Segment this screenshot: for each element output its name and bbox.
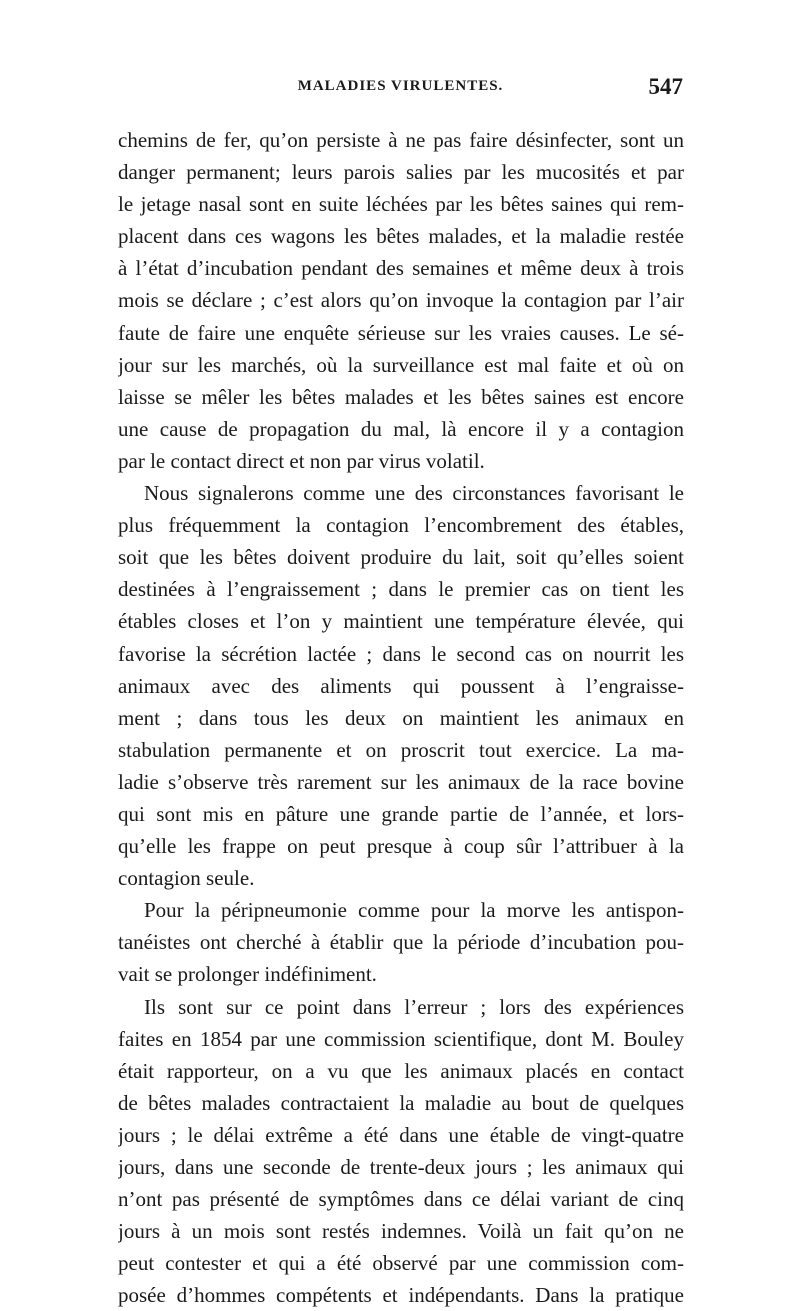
text-line: ladie s’observe très rarement sur les animaux de la race bovine <box>118 769 684 794</box>
text-line: ment ; dans tous les deux on maintient les animaux en <box>118 705 684 730</box>
text-line: Pour la péripneumonie comme pour la morve les antispon- <box>144 898 684 923</box>
text-line: jours à un mois sont restés indemnes. Voilà un fait qu’on ne <box>118 1219 684 1244</box>
text-line: Ils sont sur ce point dans l’erreur ; lors des expériences <box>144 994 684 1019</box>
text-line: laisse se mêler les bêtes malades et les bêtes saines est encore <box>118 384 684 409</box>
text-line: favorise la sécrétion lactée ; dans le second cas on nourrit les <box>118 641 684 666</box>
text-line: vait se prolonger indéfiniment. <box>118 962 377 987</box>
text-line: placent dans ces wagons les bêtes malades, et la maladie restée <box>118 224 684 249</box>
running-title: MALADIES VIRULENTES. <box>297 78 504 94</box>
text-line: soit que les bêtes doivent produire du lait, soit qu’elles soient <box>118 545 684 570</box>
text-line: peut contester et qui a été observé par une commission com- <box>118 1251 684 1276</box>
text-line: contagion seule. <box>118 866 255 891</box>
text-line: par le contact direct et non par virus volatil. <box>118 448 485 473</box>
page-header <box>118 74 683 114</box>
text-line: étables closes et l’on y maintient une température élevée, qui <box>118 609 684 634</box>
text-line: de bêtes malades contractaient la maladie au bout de quelques <box>118 1090 684 1115</box>
body-text <box>118 124 684 1311</box>
text-line: destinées à l’engraissement ; dans le premier cas on tient les <box>118 577 684 602</box>
text-line: faute de faire une enquête sérieuse sur les vraies causes. Le sé- <box>118 320 684 345</box>
text-line: n’ont pas présenté de symptômes dans ce délai variant de cinq <box>118 1187 684 1212</box>
text-line: danger permanent; leurs parois salies par les mucosités et par <box>118 160 684 185</box>
text-line: le jetage nasal sont en suite léchées par les bêtes saines qui rem- <box>118 192 684 217</box>
page-number: 547 <box>648 74 683 99</box>
text-line: animaux avec des aliments qui poussent à l’engraisse- <box>118 673 684 698</box>
text-line: jour sur les marchés, où la surveillance est mal faite et où on <box>118 352 684 377</box>
text-line: jours ; le délai extrême a été dans une étable de vingt-quatre <box>118 1122 684 1147</box>
text-line: qui sont mis en pâture une grande partie de l’année, et lors- <box>118 801 684 826</box>
text-line: une cause de propagation du mal, là encore il y a contagion <box>118 416 684 441</box>
text-line: qu’elle les frappe on peut presque à coup sûr l’attribuer à la <box>118 834 684 859</box>
text-line: stabulation permanente et on proscrit tout exercice. La ma- <box>118 737 684 762</box>
text-line: mois se déclare ; c’est alors qu’on invoque la contagion par l’air <box>118 288 684 313</box>
text-line: était rapporteur, on a vu que les animaux placés en contact <box>118 1058 684 1083</box>
text-line: faites en 1854 par une commission scientifique, dont M. Bouley <box>118 1026 684 1051</box>
text-line: tanéistes ont cherché à établir que la période d’incubation pou- <box>118 930 684 955</box>
text-line: chemins de fer, qu’on persiste à ne pas faire désinfecter, sont un <box>118 128 684 152</box>
text-line: jours, dans une seconde de trente-deux jours ; les animaux qui <box>118 1155 684 1179</box>
text-line: posée d’hommes compétents et indépendants. Dans la pratique <box>118 1283 684 1308</box>
text-line: plus fréquemment la contagion l’encombrement des étables, <box>118 513 684 538</box>
text-line: à l’état d’incubation pendant des semaines et même deux à trois <box>118 256 684 281</box>
text-line: Nous signalerons comme une des circonstances favorisant le <box>144 481 684 506</box>
